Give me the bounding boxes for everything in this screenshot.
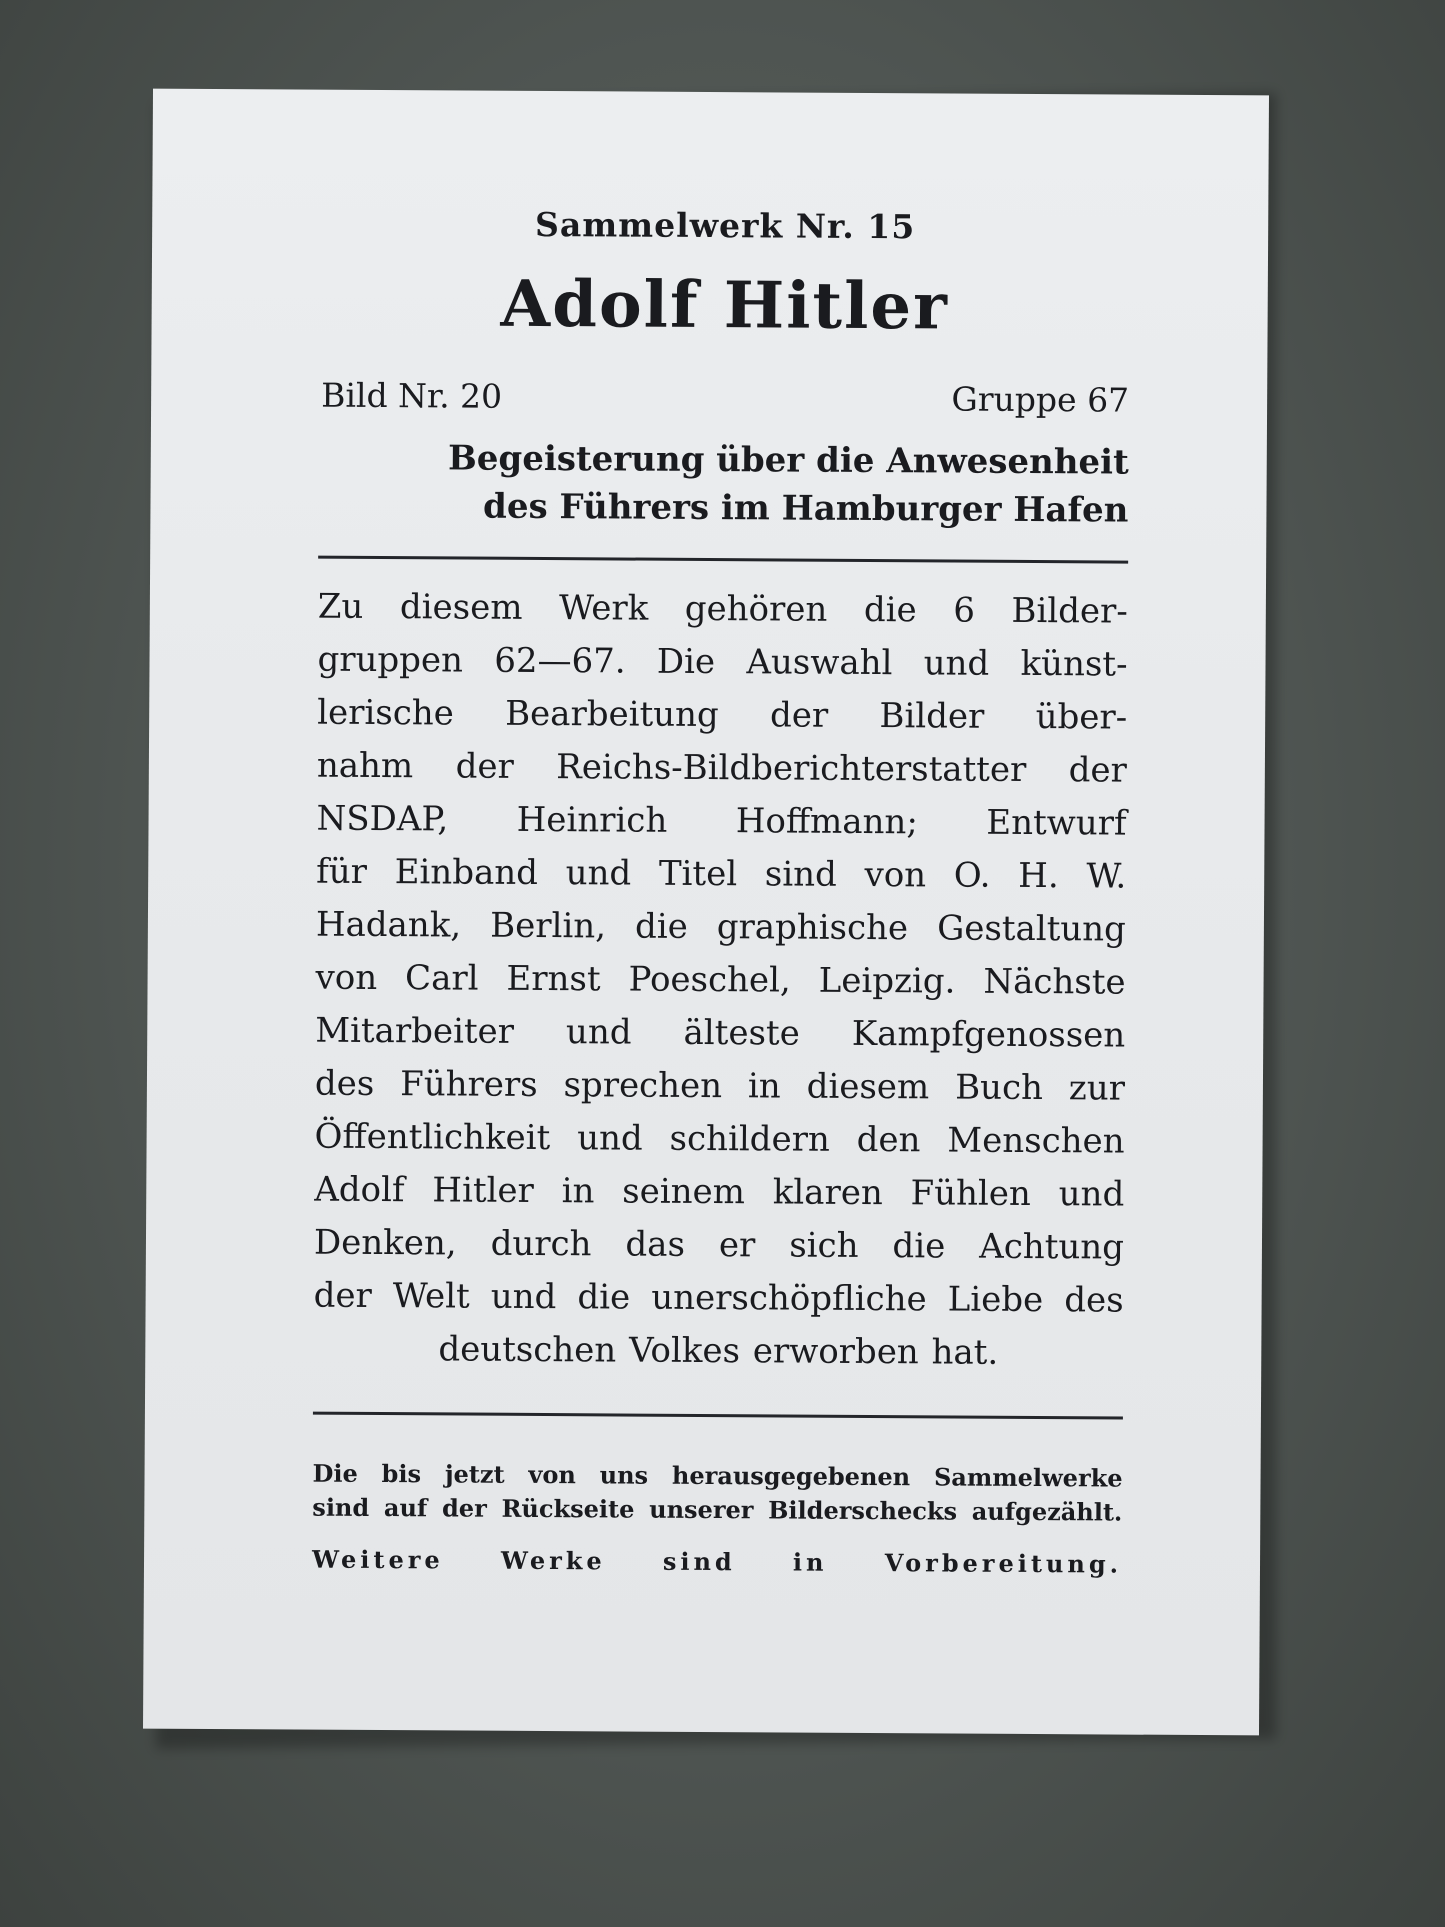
description-line: von Carl Ernst Poeschel, Leipzig. Nächste: [315, 957, 1126, 1003]
description-line: Öffentlichkeit und schildern den Menschen: [314, 1116, 1125, 1162]
footer-note: Weitere Werke sind in Vorbereitung.: [311, 1544, 1123, 1579]
divider-top: [318, 556, 1128, 564]
picture-caption: [318, 434, 1129, 535]
caption-line: des Führers im Hamburger Hafen: [482, 486, 1129, 531]
description-line: Hadank, Berlin, die graphische Gestaltung: [315, 904, 1127, 950]
divider-bottom: [313, 1412, 1123, 1420]
group-number: Gruppe 67: [951, 379, 1130, 420]
description-line: NSDAP, Heinrich Hoffmann; Entwurf: [316, 798, 1127, 844]
description-line: Denken, durch das er sich die Achtung: [313, 1222, 1125, 1268]
picture-number: Bild Nr. 20: [321, 375, 503, 416]
description-line: Mitarbeiter und älteste Kampfgenossen: [315, 1010, 1126, 1056]
description-line: gruppen 62—67. Die Auswahl und künst-: [317, 639, 1128, 685]
footer-notice: [312, 1457, 1123, 1582]
description-text: [313, 581, 1128, 1381]
description-line: deutschen Volkes erworben hat.: [438, 1329, 999, 1373]
series-heading: Sammelwerk Nr. 15: [534, 204, 916, 247]
card-content: [312, 200, 1130, 1582]
description-line: lerische Bearbeitung der Bilder über-: [317, 692, 1128, 738]
description-line: für Einband und Titel sind von O. H. W.: [316, 851, 1127, 897]
card-meta-row: [319, 372, 1129, 425]
description-line: Adolf Hitler in seinem klaren Fühlen und: [314, 1169, 1125, 1215]
footer-line: sind auf der Rückseite unserer Bilderschecks aufgezählt.: [312, 1492, 1123, 1527]
caption-line: Begeisterung über die Anwesenheit: [448, 438, 1129, 483]
description-line: Zu diesem Werk gehören die 6 Bilder-: [317, 586, 1128, 632]
collector-card: [143, 89, 1269, 1736]
description-line: der Welt und die unerschöpfliche Liebe des: [313, 1275, 1124, 1321]
description-line: des Führers sprechen in diesem Buch zur: [314, 1063, 1126, 1109]
card-title: Adolf Hitler: [500, 266, 950, 345]
footer-line: Die bis jetzt von uns herausgegebenen Sammelwerke: [312, 1458, 1123, 1493]
description-line: nahm der Reichs-Bildberichterstatter der: [316, 745, 1127, 791]
